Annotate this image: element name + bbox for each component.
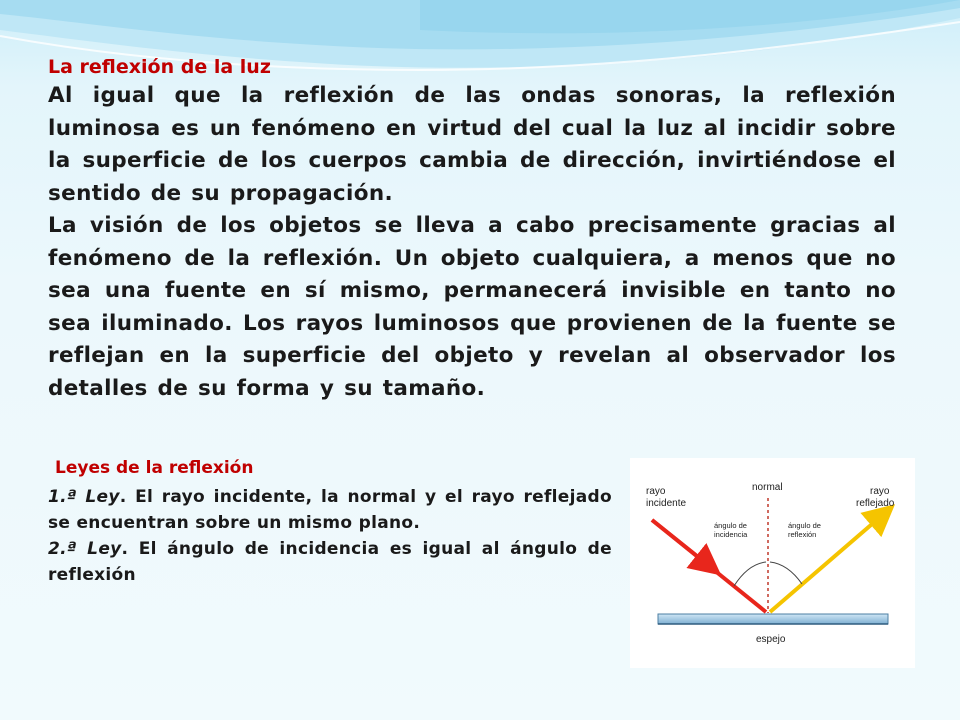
angle-incidence-label-line1: ángulo de (714, 521, 747, 530)
incident-ray-arrowhead (652, 520, 712, 568)
incident-label-line1: rayo (646, 486, 666, 497)
angle-incidence-label-line2: incidencia (714, 530, 748, 539)
incident-label-line2: incidente (646, 498, 687, 509)
law-second-text: . El ángulo de incidencia es igual al ángulo de reflexión (48, 539, 612, 585)
law-first-number: 1.ª Ley (48, 487, 120, 507)
law-first (48, 484, 612, 536)
paragraph-object-vision: La visión de los objetos se lleva a cabo precisamente gracias al fenómeno de la reflexión. Un objeto cualquiera, a menos que no sea una fuente en sí mismo, permanecerá invisible en tanto no sea iluminado. Los rayos luminosos que provienen de la fuente se reflejan en la superficie del objeto y revelan al observador los detalles de su forma y su tamaño. (48, 213, 896, 401)
paragraph-reflection-definition: Al igual que la reflexión de las ondas sonoras, la reflexión luminosa es un fenómeno en virtud del cual la luz al incidir sobre la superficie de los cuerpos cambia de dirección, invirtiéndose el sentido de su propagación. (48, 83, 896, 206)
law-second (48, 536, 612, 588)
normal-label: normal (752, 482, 783, 493)
law-second-number: 2.ª Ley (48, 539, 122, 559)
laws-title: Leyes de la reflexión (55, 458, 254, 478)
reflection-diagram (630, 458, 915, 668)
reflected-label-line1: rayo (870, 486, 890, 497)
angle-reflection-label-line1: ángulo de (788, 521, 821, 530)
angle-incidence-arc (734, 562, 766, 586)
law-first-text: . El rayo incidente, la normal y el rayo reflejado se encuentran sobre un mismo plano. (48, 487, 612, 533)
angle-reflection-label-line2: reflexión (788, 530, 817, 539)
reflected-label-line2: reflejado (856, 498, 895, 509)
slide-title: La reflexión de la luz (48, 56, 271, 78)
mirror-label: espejo (756, 634, 786, 645)
laws-list (48, 484, 612, 588)
mirror-surface (658, 614, 888, 624)
angle-reflection-arc (770, 562, 802, 584)
